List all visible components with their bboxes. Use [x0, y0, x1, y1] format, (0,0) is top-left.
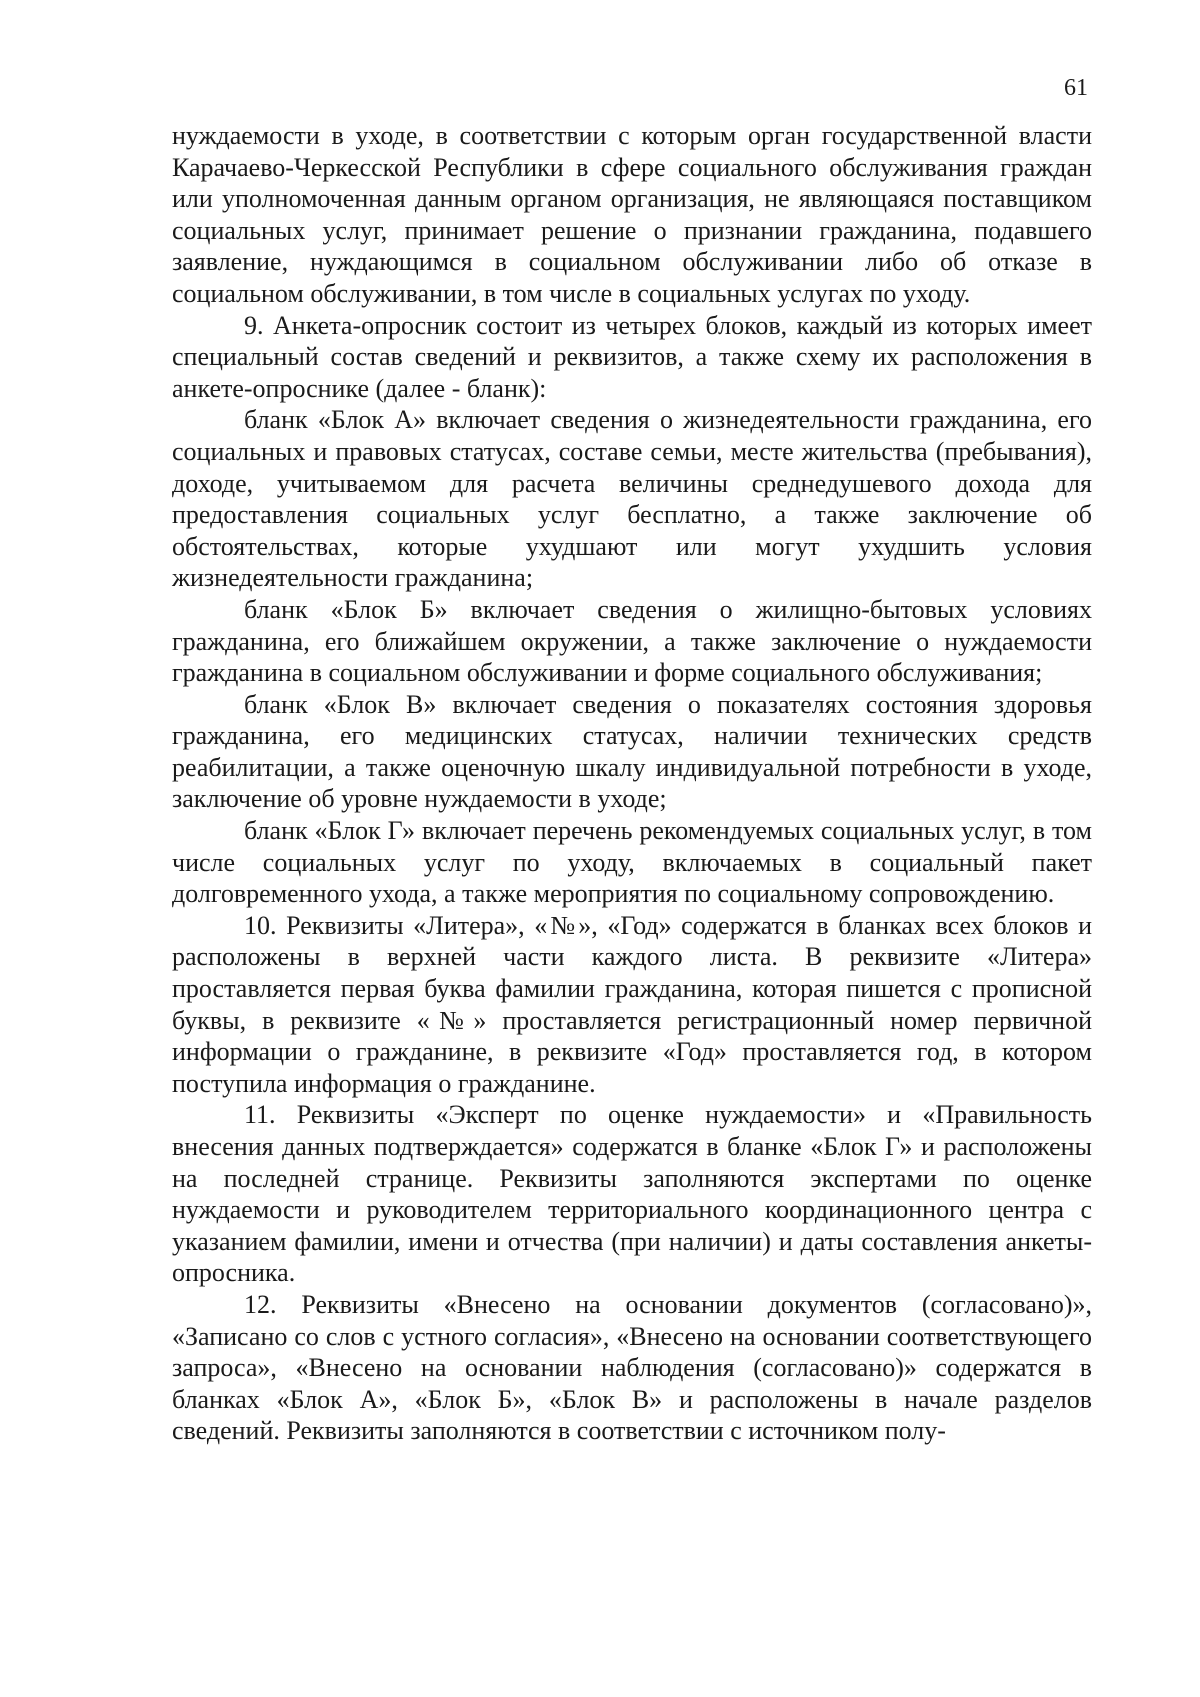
- paragraph-blank-b: бланк «Блок Б» включает сведения о жилищно-бытовых условиях гражданина, его ближайшем окружении, а также заключение о нуждаемости гражданина в социальном обслуживании и форме социального обслуживания;: [172, 594, 1092, 688]
- paragraph-11: 11. Реквизиты «Эксперт по оценке нуждаемости» и «Правильность внесения данных подтверждается» содержатся в бланке «Блок Г» и расположены на последней странице. Реквизиты заполняются экспертами по оценке нуждаемости и руководителем территориального координационного центра с указанием фамилии, имени и отчества (при наличии) и даты составления анкеты-опросника.: [172, 1100, 1092, 1288]
- paragraph-12: 12. Реквизиты «Внесено на основании документов (согласовано)», «Записано со слов с устного согласия», «Внесено на основании соответствующего запроса», «Внесено на основании наблюдения (согласовано)» содержатся в бланках «Блок А», «Блок Б», «Блок В» и расположены в начале разделов сведений. Реквизиты заполняются в соответствии с источником полу-: [172, 1289, 1092, 1446]
- paragraph-blank-a: бланк «Блок А» включает сведения о жизнедеятельности гражданина, его социальных и правовых статусах, составе семьи, месте жительства (пребывания), доходе, учитываемом для расчета величины среднедушевого дохода для предоставления социальных услуг бесплатно, а также заключение об обстоятельствах, которые ухудшают или могут ухудшить условия жизнедеятельности гражданина;: [172, 405, 1092, 593]
- paragraph-9: 9. Анкета-опросник состоит из четырех блоков, каждый из которых имеет специальный состав сведений и реквизитов, а также схему их расположения в анкете-опроснике (далее - бланк):: [172, 310, 1092, 403]
- paragraph-blank-g: бланк «Блок Г» включает перечень рекомендуемых социальных услуг, в том числе социальных услуг по уходу, включаемых в социальный пакет долговременного ухода, а также мероприятия по социальному сопровождению.: [172, 816, 1092, 909]
- page-number: 61: [1064, 75, 1088, 101]
- paragraph-blank-v: бланк «Блок В» включает сведения о показателях состояния здоровья гражданина, его медицинских статусах, наличии технических средств реабилитации, а также оценочную шкалу индивидуальной потребности в уходе, заключение об уровне нуждаемости в уходе;: [172, 689, 1092, 814]
- paragraph-8-continuation: нуждаемости в уходе, в соответствии с которым орган государственной власти Карачаево-Черкесской Республики в сфере социального обслуживания граждан или уполномоченная данным органом организация, не являющаяся поставщиком социальных услуг, принимает решение о признании гражданина, подавшего заявление, нуждающимся в социальном обслуживании либо об отказе в социальном обслуживании, в том числе в социальных услугах по уходу.: [172, 121, 1092, 308]
- paragraph-10: 10. Реквизиты «Литера», «№», «Год» содержатся в бланках всех блоков и расположены в верхней части каждого листа. В реквизите «Литера» проставляется первая буква фамилии гражданина, которая пишется с прописной буквы, в реквизите «№» проставляется регистрационный номер первичной информации о гражданине, в реквизите «Год» проставляется год, в котором поступила информация о гражданине.: [172, 910, 1092, 1098]
- document-body: [172, 120, 1092, 1447]
